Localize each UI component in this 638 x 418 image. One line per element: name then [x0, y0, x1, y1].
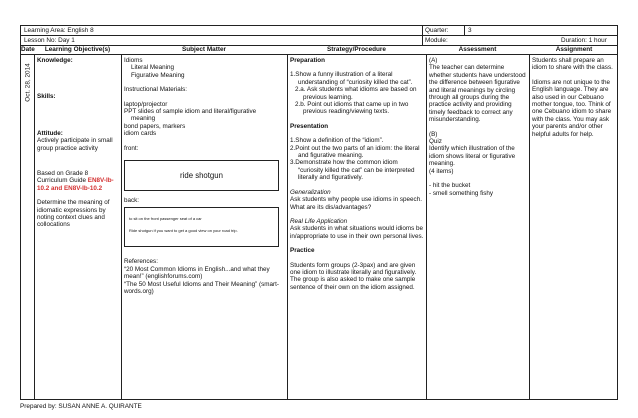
generalization-heading: Generalization [290, 188, 331, 196]
curriculum-code: EN8V-Ib-10.2 and EN8V-Ib-10.2 [37, 177, 114, 192]
material-2: PPT slides of sample idiom and literal/figurative [124, 108, 257, 116]
lesson-plan-table [20, 25, 618, 400]
curriculum-guide: Based on Grade 8 Curriculum Guide [37, 170, 89, 185]
literal-meaning: Literal Meaning [131, 64, 175, 72]
reference-1: “20 Most Common Idioms in English...and what they mean!” (englishforums.com) [124, 265, 270, 281]
header-row-2 [21, 36, 617, 46]
front-label: front: [124, 144, 139, 152]
material-4: idiom cards [124, 130, 157, 138]
prepared-by: Prepared by: SUSAN ANNE A. QUIRANTE [20, 403, 142, 410]
col-objectives: Learning Objective(s) [44, 46, 111, 53]
practice-heading: Practice [290, 247, 315, 255]
card-back-example: Ride shotgun if you want to get a good view on your road trip. [129, 228, 238, 234]
assignment-cell [532, 57, 616, 138]
generalization-text: Ask students why people use idioms in speech. What are its dis/advantages? [290, 196, 422, 211]
date-cell [21, 55, 34, 385]
strategy-cell [290, 57, 424, 291]
assessment-a-text: The teacher can determine whether students have understood the difference between figurative and literal meanings by circling through all groups during the practice activity and providing timely feedback to correct any misunderstanding. [429, 64, 526, 124]
pres-step-3: 3.Demonstrate how the common idiom “curiosity killed the cat” can be interpreted literally and figuratively. [290, 159, 415, 182]
knowledge-label: Knowledge: [37, 57, 73, 64]
prep-step-2a: 2.a. Ask students what idioms are based on previous learning. [295, 86, 417, 101]
assessment-b-text: Identify which illustration of the idiom shows literal or figurative meaning. [429, 145, 516, 168]
card-back-definition: to sit on the front passenger seat of a car [129, 216, 202, 222]
lesson-no: Lesson No: Day 1 [24, 37, 75, 44]
idiom-card-back [124, 207, 279, 247]
assessment-b-label: (B) [429, 130, 438, 138]
header-row-1 [21, 26, 617, 36]
module-label: Module: [425, 37, 448, 44]
objectives-cell [37, 57, 119, 229]
quiz-label: Quiz [429, 138, 442, 146]
col-date: Date [21, 46, 35, 53]
attitude-text: Actively participate in small group practice activity [37, 137, 113, 152]
real-life-text: Ask students in what situations would idioms be in/appropriate to use in their own personal lives. [290, 225, 424, 240]
lesson-body [21, 55, 617, 399]
card-front-text: ride shotgun [180, 170, 223, 180]
real-life-heading: Real Life Application [290, 217, 348, 225]
quarter-value: 3 [468, 27, 472, 34]
skills-label: Skills: [37, 93, 56, 101]
back-label: back: [124, 197, 140, 205]
assessment-a-label: (A) [429, 57, 438, 64]
idiom-card-front [124, 160, 279, 191]
material-3: bond papers, markers [124, 122, 186, 130]
subject-title: Idioms [124, 57, 143, 64]
quiz-items: (4 items) [429, 167, 454, 175]
attitude-label: Attitude: [37, 129, 63, 137]
col-strategy: Strategy/Procedure [327, 46, 386, 53]
col-assessment: Assessment [458, 46, 497, 53]
practice-text: Students form groups (2-3pax) and are given one idiom to illustrate literally and figuratively. The group is also asked to make one sample sentence of their own on the idiom assigned. [290, 261, 417, 291]
column-header-row [21, 46, 617, 55]
references-heading: References: [124, 258, 158, 266]
pres-step-1: 1.Show a definition of the “idiom”. [290, 137, 384, 145]
prep-step-1: 1.Show a funny illustration of a literal understanding of “curiosity killed the cat”. [290, 71, 413, 86]
presentation-heading: Presentation [290, 122, 329, 130]
quarter-label: Quarter: [425, 27, 449, 34]
col-assignment: Assignment [555, 46, 593, 53]
assignment-text-1: Students shall prepare an idiom to share with the class. [532, 57, 613, 72]
quiz-example-2: - smell something fishy [429, 189, 494, 197]
material-2b: meaning [131, 115, 156, 123]
preparation-heading: Preparation [290, 57, 325, 64]
date-value: Oct. 28, 2014 [24, 63, 31, 102]
reference-2: “The 50 Most Useful Idioms and Their Meaning” (smart-words.org) [124, 280, 279, 296]
col-subject: Subject Matter [181, 46, 227, 53]
quiz-example-1: - hit the bucket [429, 182, 471, 190]
figurative-meaning: Figurative Meaning [131, 71, 185, 79]
assessment-cell [429, 57, 527, 197]
subject-cell [124, 57, 284, 296]
pres-step-2: 2.Point out the two parts of an idiom: the literal and figurative meaning. [290, 144, 420, 160]
assignment-text-2: Idioms are not unique to the English language. They are also used in our Cebuano mother tongue, too. Think of one Cebuano idiom to share with the class. You may ask your parents and/or other helpful adults for help. [532, 78, 612, 138]
duration: Duration: 1 hour [561, 37, 607, 44]
learning-area: Learning Area: English 8 [24, 27, 94, 34]
determine-objective: Determine the meaning of idiomatic expressions by noting context clues and collocations [37, 199, 110, 229]
prep-step-2b: 2.b. Point out idioms that came up in two previous reading/viewing texts. [295, 101, 409, 116]
materials-heading: Instructional Materials: [124, 86, 187, 94]
material-1: laptop/projector [124, 100, 168, 108]
